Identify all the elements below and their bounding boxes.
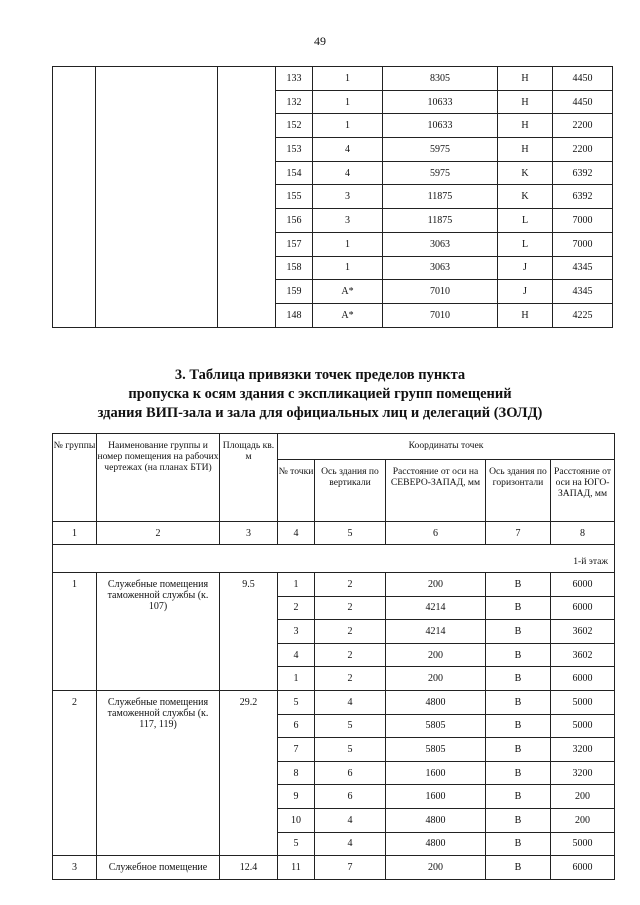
header-horizontal-axis: Ось здания по горизонтали (486, 460, 551, 522)
distance-sw-cell: 6000 (551, 667, 615, 691)
distance-nw-cell: 200 (386, 573, 486, 597)
horizontal-axis-cell: J (498, 280, 553, 304)
vertical-axis-cell: 2 (315, 596, 386, 620)
column-number: 8 (551, 522, 615, 545)
horizontal-axis-cell: K (498, 161, 553, 185)
point-number-cell: 9 (278, 785, 315, 809)
horizontal-axis-cell: B (486, 596, 551, 620)
column-number-row (53, 522, 615, 545)
point-number-cell: 156 (276, 209, 313, 233)
vertical-axis-cell: A* (313, 280, 383, 304)
blank-cell-area (218, 67, 276, 328)
distance-nw-cell: 200 (386, 643, 486, 667)
point-number-cell: 148 (276, 303, 313, 327)
horizontal-axis-cell: B (486, 856, 551, 880)
point-number-cell: 133 (276, 67, 313, 91)
horizontal-axis-cell: B (486, 643, 551, 667)
horizontal-axis-cell: B (486, 808, 551, 832)
point-number-cell: 155 (276, 185, 313, 209)
point-number-cell: 2 (278, 596, 315, 620)
distance-sw-cell: 7000 (553, 209, 613, 233)
distance-sw-cell: 4450 (553, 67, 613, 91)
distance-nw-cell: 4800 (386, 832, 486, 856)
distance-sw-cell: 4345 (553, 280, 613, 304)
vertical-axis-cell: 4 (315, 808, 386, 832)
distance-sw-cell: 5000 (551, 832, 615, 856)
vertical-axis-cell: 7 (315, 856, 386, 880)
vertical-axis-cell: 2 (315, 573, 386, 597)
header-group-no: № группы (53, 434, 97, 522)
vertical-axis-cell: 1 (313, 67, 383, 91)
distance-nw-cell: 5805 (386, 738, 486, 762)
vertical-axis-cell: 3 (313, 209, 383, 233)
column-number: 4 (278, 522, 315, 545)
point-number-cell: 132 (276, 90, 313, 114)
distance-nw-cell: 10633 (383, 90, 498, 114)
header-vertical-axis: Ось здания по вертикали (315, 460, 386, 522)
point-number-cell: 152 (276, 114, 313, 138)
distance-sw-cell: 3602 (551, 643, 615, 667)
distance-nw-cell: 4214 (386, 596, 486, 620)
page-number: 49 (314, 34, 326, 48)
vertical-axis-cell: 6 (315, 761, 386, 785)
point-number-cell: 6 (278, 714, 315, 738)
horizontal-axis-cell: H (498, 90, 553, 114)
point-number-cell: 157 (276, 232, 313, 256)
distance-sw-cell: 6000 (551, 573, 615, 597)
column-number: 1 (53, 522, 97, 545)
distance-nw-cell: 11875 (383, 185, 498, 209)
point-number-cell: 10 (278, 808, 315, 832)
horizontal-axis-cell: B (486, 667, 551, 691)
horizontal-axis-cell: B (486, 714, 551, 738)
distance-nw-cell: 5975 (383, 138, 498, 162)
distance-sw-cell: 4345 (553, 256, 613, 280)
vertical-axis-cell: A* (313, 303, 383, 327)
header-name: Наименование группы и номер помещения на рабочих чертежах (на планах БТИ) (97, 434, 220, 522)
vertical-axis-cell: 1 (313, 256, 383, 280)
coordinates-table-continued (52, 66, 613, 328)
point-number-cell: 3 (278, 620, 315, 644)
header-dist-sw: Расстояние от оси на ЮГО-ЗАПАД, мм (551, 460, 615, 522)
distance-nw-cell: 11875 (383, 209, 498, 233)
distance-sw-cell: 3602 (551, 620, 615, 644)
point-number-cell: 1 (278, 667, 315, 691)
distance-nw-cell: 4214 (386, 620, 486, 644)
blank-cell-group (53, 67, 96, 328)
header-coords: Координаты точек (278, 434, 615, 460)
group-number-cell: 3 (53, 856, 97, 880)
header-dist-nw: Расстояние от оси на СЕВЕРО-ЗАПАД, мм (386, 460, 486, 522)
distance-nw-cell: 1600 (386, 761, 486, 785)
group-area-cell: 12.4 (220, 856, 278, 880)
distance-sw-cell: 2200 (553, 114, 613, 138)
section-title (0, 366, 640, 423)
distance-sw-cell: 6392 (553, 185, 613, 209)
horizontal-axis-cell: B (486, 785, 551, 809)
vertical-axis-cell: 5 (315, 714, 386, 738)
point-number-cell: 159 (276, 280, 313, 304)
vertical-axis-cell: 4 (313, 138, 383, 162)
horizontal-axis-cell: L (498, 209, 553, 233)
point-number-cell: 8 (278, 761, 315, 785)
point-number-cell: 153 (276, 138, 313, 162)
column-number: 3 (220, 522, 278, 545)
column-number: 6 (386, 522, 486, 545)
header-row (53, 434, 615, 460)
column-number: 7 (486, 522, 551, 545)
distance-nw-cell: 200 (386, 856, 486, 880)
blank-cell-name (96, 67, 218, 328)
distance-sw-cell: 4225 (553, 303, 613, 327)
group-area-cell: 29.2 (220, 690, 278, 855)
distance-sw-cell: 7000 (553, 232, 613, 256)
distance-nw-cell: 3063 (383, 232, 498, 256)
group-name-cell: Служебные помещения таможенной службы (к. 117, 119) (97, 690, 220, 855)
point-number-cell: 5 (278, 832, 315, 856)
group-name-cell: Служебное помещение (97, 856, 220, 880)
distance-sw-cell: 4450 (553, 90, 613, 114)
horizontal-axis-cell: K (498, 185, 553, 209)
distance-nw-cell: 200 (386, 667, 486, 691)
horizontal-axis-cell: B (486, 573, 551, 597)
distance-nw-cell: 4800 (386, 808, 486, 832)
distance-nw-cell: 1600 (386, 785, 486, 809)
header-area: Площадь кв. м (220, 434, 278, 522)
distance-sw-cell: 6000 (551, 856, 615, 880)
distance-sw-cell: 6392 (553, 161, 613, 185)
table-row (53, 67, 613, 91)
point-number-cell: 7 (278, 738, 315, 762)
group-number-cell: 2 (53, 690, 97, 855)
vertical-axis-cell: 1 (313, 232, 383, 256)
distance-nw-cell: 3063 (383, 256, 498, 280)
distance-sw-cell: 3200 (551, 761, 615, 785)
table-row (53, 573, 615, 597)
vertical-axis-cell: 5 (315, 738, 386, 762)
vertical-axis-cell: 6 (315, 785, 386, 809)
distance-sw-cell: 6000 (551, 596, 615, 620)
horizontal-axis-cell: H (498, 138, 553, 162)
horizontal-axis-cell: B (486, 738, 551, 762)
vertical-axis-cell: 2 (315, 620, 386, 644)
group-coordinates-table (52, 433, 615, 880)
point-number-cell: 158 (276, 256, 313, 280)
horizontal-axis-cell: B (486, 620, 551, 644)
distance-sw-cell: 3200 (551, 738, 615, 762)
distance-sw-cell: 2200 (553, 138, 613, 162)
horizontal-axis-cell: J (498, 256, 553, 280)
vertical-axis-cell: 4 (315, 832, 386, 856)
point-number-cell: 154 (276, 161, 313, 185)
vertical-axis-cell: 4 (315, 690, 386, 714)
column-number: 5 (315, 522, 386, 545)
vertical-axis-cell: 2 (315, 667, 386, 691)
section-title-line: пропуска к осям здания с экспликацией групп помещений (128, 386, 512, 402)
distance-nw-cell: 10633 (383, 114, 498, 138)
horizontal-axis-cell: L (498, 232, 553, 256)
vertical-axis-cell: 1 (313, 90, 383, 114)
distance-nw-cell: 5975 (383, 161, 498, 185)
table-row (53, 690, 615, 714)
distance-sw-cell: 5000 (551, 690, 615, 714)
floor-row (53, 545, 615, 573)
vertical-axis-cell: 1 (313, 114, 383, 138)
section-title-line: 3. Таблица привязки точек пределов пункта (174, 367, 466, 383)
vertical-axis-cell: 4 (313, 161, 383, 185)
section-title-line: здания ВИП-зала и зала для официальных лиц и делегаций (ЗОЛД) (97, 405, 543, 421)
column-number: 2 (97, 522, 220, 545)
distance-sw-cell: 5000 (551, 714, 615, 738)
horizontal-axis-cell: B (486, 690, 551, 714)
vertical-axis-cell: 2 (315, 643, 386, 667)
distance-nw-cell: 4800 (386, 690, 486, 714)
group-name-cell: Служебные помещения таможенной службы (к. 107) (97, 573, 220, 691)
vertical-axis-cell: 3 (313, 185, 383, 209)
group-area-cell: 9.5 (220, 573, 278, 691)
point-number-cell: 5 (278, 690, 315, 714)
header-point-no: № точки (278, 460, 315, 522)
horizontal-axis-cell: B (486, 832, 551, 856)
distance-nw-cell: 5805 (386, 714, 486, 738)
point-number-cell: 1 (278, 573, 315, 597)
distance-nw-cell: 8305 (383, 67, 498, 91)
horizontal-axis-cell: H (498, 303, 553, 327)
distance-sw-cell: 200 (551, 785, 615, 809)
horizontal-axis-cell: H (498, 67, 553, 91)
group-number-cell: 1 (53, 573, 97, 691)
distance-sw-cell: 200 (551, 808, 615, 832)
point-number-cell: 11 (278, 856, 315, 880)
floor-label: 1-й этаж (53, 545, 615, 573)
point-number-cell: 4 (278, 643, 315, 667)
horizontal-axis-cell: B (486, 761, 551, 785)
distance-nw-cell: 7010 (383, 280, 498, 304)
distance-nw-cell: 7010 (383, 303, 498, 327)
horizontal-axis-cell: H (498, 114, 553, 138)
table-row (53, 856, 615, 880)
